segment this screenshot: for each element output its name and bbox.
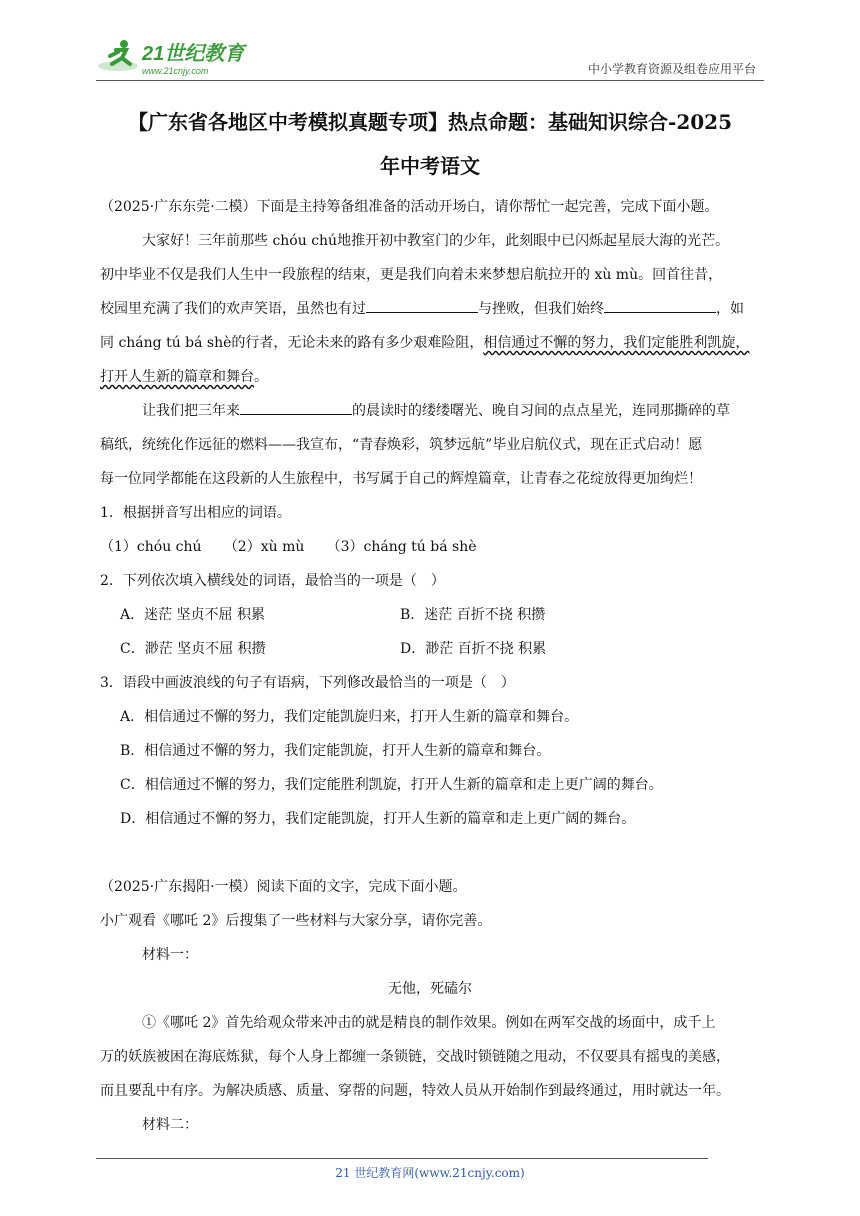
- q1-passage-line: [100, 298, 744, 318]
- fill-blank: [240, 400, 352, 415]
- material-1-line: 而且要乱中有序。为解决质感、质量、穿帮的问题，特效人员从开始制作到最终通过，用时就达一年。: [100, 1083, 730, 1099]
- passage-text: 。: [254, 369, 268, 385]
- q1-passage-line: 稿纸，统统化作远征的燃料——我宣布，“青春焕彩，筑梦远航”毕业启航仪式，现在正式启动！愿: [100, 437, 703, 453]
- header-divider: [96, 80, 764, 81]
- q2-lead: 小广观看《哪吒 2》后搜集了一些材料与大家分享，请你完善。: [100, 913, 492, 929]
- sub2-stem: 2．下列依次填入横线处的词语，最恰当的一项是（ ）: [100, 573, 445, 589]
- material-1-line: 万的妖族被困在海底炼狱，每个人身上都缠一条锁链，交战时锁链随之甩动，不仅要具有摇曳的美感，: [100, 1049, 730, 1065]
- passage-text: ，如: [716, 301, 744, 317]
- passage-text: 的晨读时的缕缕曙光、晚自习间的点点星光，连同那撕碎的草: [352, 403, 730, 419]
- page-title: [96, 100, 764, 188]
- pinyin-item: （1）chóu chú: [100, 539, 202, 555]
- sub1-stem: 1．根据拼音写出相应的词语。: [100, 505, 291, 521]
- footer-link[interactable]: 21 世纪教育网(www.21cnjy.com): [335, 1166, 525, 1180]
- sub1-items: [100, 536, 477, 556]
- passage-text: 校园里充满了我们的欢声笑语，虽然也有过: [100, 301, 366, 317]
- sub3-stem: 3．语段中画波浪线的句子有语病，下列修改最恰当的一项是（ ）: [100, 675, 515, 691]
- material-1-title: 无他，死磕尔: [388, 981, 472, 997]
- q1-intro: （2025·广东东莞·二模）下面是主持筹备组准备的活动开场白，请你帮忙一起完善，完成下面小题。: [100, 199, 719, 215]
- fill-blank: [604, 298, 716, 313]
- option-c: C．渺茫 坚贞不屈 积攒: [120, 641, 266, 657]
- fill-blank: [366, 298, 478, 313]
- passage-text: 与挫败，但我们始终: [478, 301, 604, 317]
- q1-passage-line: 初中毕业不仅是我们人生中一段旅程的结束，更是我们向着未来梦想启航拉开的 xù mù。回首往昔，: [100, 267, 723, 283]
- q1-passage-line: [100, 332, 749, 352]
- material-1-label: 材料一：: [142, 947, 198, 963]
- q1-passage-line: [100, 366, 268, 386]
- title-line-1: 【广东省各地区中考模拟真题专项】热点命题：基础知识综合-2025: [128, 110, 732, 134]
- q1-passage-line: 大家好！三年前那些 chóu chú地推开初中教室门的少年，此刻眼中已闪烁起星辰大海的光芒。: [142, 233, 730, 249]
- site-logo: [96, 36, 256, 78]
- footer-divider: [96, 1158, 708, 1159]
- option-d: D．渺茫 百折不挠 积累: [400, 641, 547, 657]
- runner-logo-icon: [96, 36, 256, 78]
- title-line-2: 年中考语文: [380, 154, 480, 178]
- material-1-line: ①《哪吒 2》首先给观众带来冲击的就是精良的制作效果。例如在两军交战的场面中，成千上: [142, 1015, 716, 1031]
- option-d: D．相信通过不懈的努力，我们定能凯旋，打开人生新的篇章和走上更广阔的舞台。: [120, 811, 636, 827]
- q1-passage-line: 每一位同学都能在这段新的人生旅程中，书写属于自己的辉煌篇章，让青春之花绽放得更加绚烂！: [100, 471, 702, 487]
- wavy-underlined-sentence: 相信通过不懈的努力，我们定能胜利凯旋，: [483, 335, 750, 351]
- logo-text: 21世纪教育: [142, 43, 245, 65]
- pinyin-item: （2）xù mù: [223, 539, 305, 555]
- wavy-underlined-sentence: 打开人生新的篇章和舞台: [100, 369, 254, 385]
- material-2-label: 材料二：: [142, 1117, 198, 1133]
- option-b: B．迷茫 百折不挠 积攒: [400, 607, 546, 623]
- option-a: A．迷茫 坚贞不屈 积累: [120, 607, 266, 623]
- option-a: A．相信通过不懈的努力，我们定能凯旋归来，打开人生新的篇章和舞台。: [120, 709, 579, 725]
- passage-text: 同 cháng tú bá shè的行者，无论未来的路有多少艰难险阻，: [100, 335, 484, 351]
- option-b: B．相信通过不懈的努力，我们定能凯旋，打开人生新的篇章和舞台。: [120, 743, 551, 759]
- q2-intro: （2025·广东揭阳·一模）阅读下面的文字，完成下面小题。: [100, 879, 467, 895]
- pinyin-item: （3）cháng tú bá shè: [326, 539, 477, 555]
- option-c: C．相信通过不懈的努力，我们定能胜利凯旋，打开人生新的篇章和走上更广阔的舞台。: [120, 777, 663, 793]
- passage-text: 让我们把三年来: [142, 403, 240, 419]
- platform-name: 中小学教育资源及组卷应用平台: [587, 62, 756, 76]
- q1-passage-line: [142, 400, 730, 420]
- logo-url: www.21cnjy.com: [142, 66, 209, 76]
